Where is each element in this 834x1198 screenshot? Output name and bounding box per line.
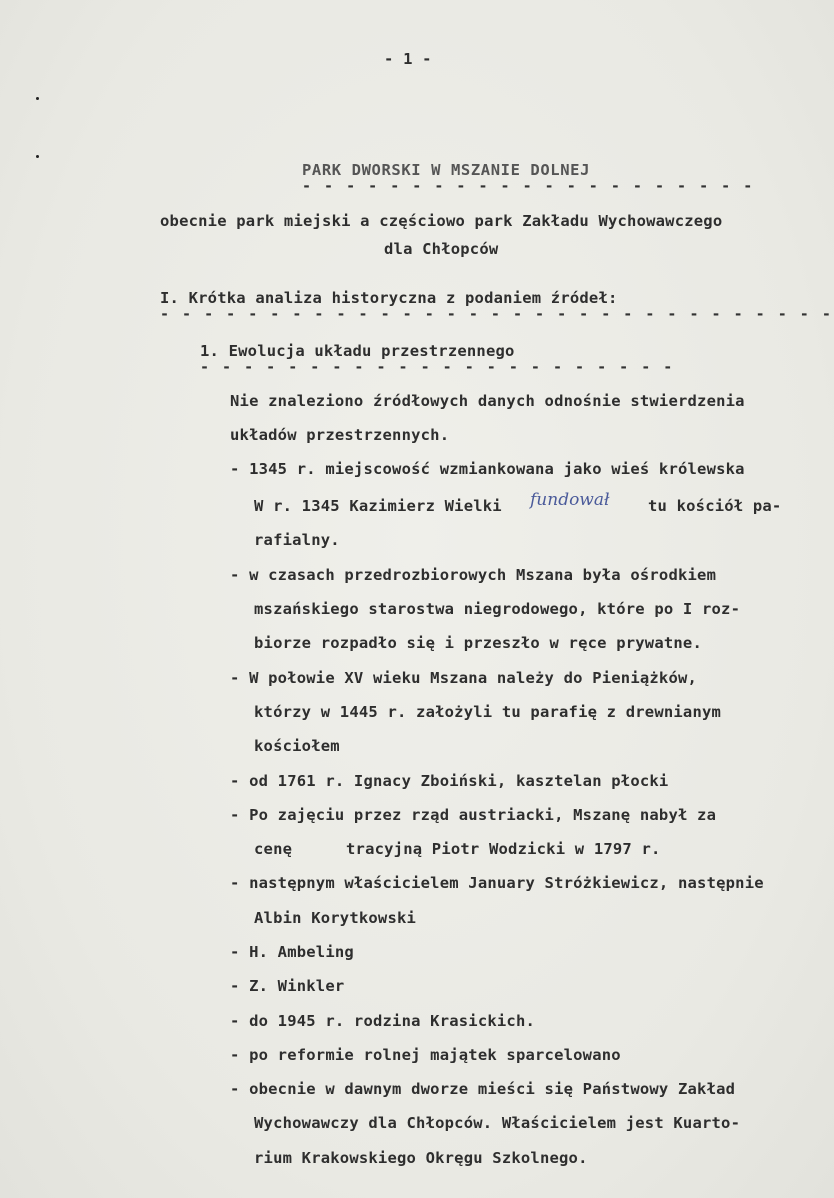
body-line: - Po zajęciu przez rząd austriacki, Mszanę nabył za (230, 806, 717, 824)
body-line: - W połowie XV wieku Mszana należy do Pieniążków, (230, 669, 698, 687)
body-line: cenę (254, 840, 293, 858)
body-line: - 1345 r. miejscowość wzmiankowana jako wieś królewska (230, 460, 745, 478)
subtitle-line-2: dla Chłopców (384, 240, 499, 258)
body-line: Nie znaleziono źródłowych danych odnośnie stwierdzenia (230, 392, 745, 410)
body-line: - od 1761 r. Ignacy Zboiński, kasztelan płocki (230, 772, 669, 790)
body-line: Albin Korytkowski (254, 909, 417, 927)
body-line: - do 1945 r. rodzina Krasickich. (230, 1012, 536, 1030)
body-line: - w czasach przedrozbiorowych Mszana była ośrodkiem (230, 566, 717, 584)
body-line: - obecnie w dawnym dworze mieści się Państwowy Zakład (230, 1080, 736, 1098)
body-line: biorze rozpadło się i przeszło w ręce prywatne. (254, 634, 702, 652)
body-line: Wychowawczy dla Chłopców. Właścicielem jest Kuarto- (254, 1114, 741, 1132)
body-line: tracyjną Piotr Wodzicki w 1797 r. (346, 840, 661, 858)
body-line: - po reformie rolnej majątek sparcelowano (230, 1046, 621, 1064)
body-line: rafialny. (254, 531, 340, 549)
body-line: mszańskiego starostwa niegrodowego, które po I roz- (254, 600, 741, 618)
document-title: PARK DWORSKI W MSZANIE DOLNEJ (302, 161, 591, 179)
handwritten-note: fundował (530, 490, 610, 510)
body-line: tu kościół pa- (648, 497, 782, 515)
body-line: układów przestrzennych. (230, 426, 450, 444)
page-number: - 1 - (384, 50, 432, 68)
body-line: którzy w 1445 r. założyli tu parafię z drewnianym (254, 703, 722, 721)
punch-mark (36, 97, 39, 100)
body-line: kościołem (254, 737, 340, 755)
subsection-heading: 1. Ewolucja układu przestrzennego (200, 342, 515, 360)
body-line: - H. Ambeling (230, 943, 354, 961)
body-line: - Z. Winkler (230, 977, 345, 995)
section-heading: I. Krótka analiza historyczna z podaniem źródeł: (160, 289, 618, 307)
body-line: - następnym właścicielem January Stróżkiewicz, następnie (230, 874, 764, 892)
section-underline: - - - - - - - - - - - - - - - - - - - - - - - - - - - - - - - (160, 305, 833, 323)
punch-mark (36, 155, 39, 158)
body-line: rium Krakowskiego Okręgu Szkolnego. (254, 1149, 588, 1167)
title-underline: - - - - - - - - - - - - - - - - - - - - - (302, 177, 755, 195)
subsection-underline: - - - - - - - - - - - - - - - - - - - - - - (200, 358, 675, 376)
body-line: W r. 1345 Kazimierz Wielki (254, 497, 502, 515)
subtitle-line-1: obecnie park miejski a częściowo park Zakładu Wychowawczego (160, 212, 723, 230)
